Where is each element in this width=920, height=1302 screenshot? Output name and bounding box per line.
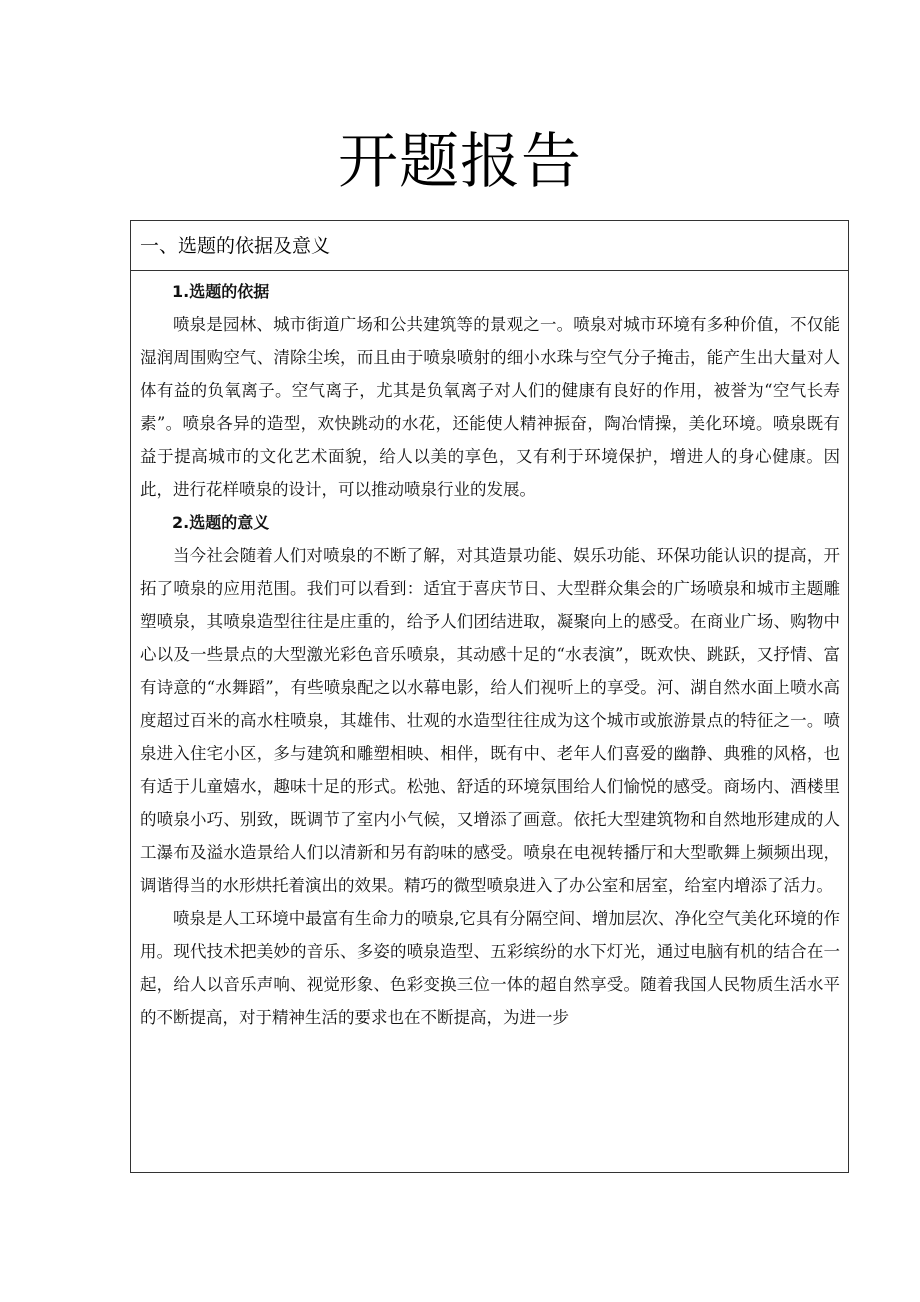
report-table [130,220,849,1173]
paragraph-basis: 喷泉是园林、城市街道广场和公共建筑等的景观之一。喷泉对城市环境有多种价值，不仅能湿润周围购空气、清除尘埃，而且由于喷泉喷射的细小水珠与空气分子掩击，能产生出大量对人体有益的负氧离子。空气离子，尤其是负氧离子对人们的健康有良好的作用，被誉为“空气长寿素”。喷泉各异的造型，欢快跳动的水花，还能使人精神振奋，陶冶情操，美化环境。喷泉既有益于提高城市的文化艺术面貌，给人以美的享色，又有利于环境保护，增进人的身心健康。因此，进行花样喷泉的设计，可以推动喷泉行业的发展。 [140,315,840,499]
subheading-significance: 2.选题的意义 [172,513,270,532]
subheading-basis: 1.选题的依据 [172,282,270,301]
section-content [131,271,848,1034]
paragraph-significance: 当今社会随着人们对喷泉的不断了解，对其造景功能、娱乐功能、环保功能认识的提高，开拓了喷泉的应用范围。我们可以看到：适宜于喜庆节日、大型群众集会的广场喷泉和城市主题雕塑喷泉，其喷泉造型往往是庄重的，给予人们团结进取，凝聚向上的感受。在商业广场、购物中心以及一些景点的大型激光彩色音乐喷泉，其动感十足的“水表演”，既欢快、跳跃，又抒情、富有诗意的“水舞蹈”，有些喷泉配之以水幕电影，给人们视听上的享受。河、湖自然水面上喷水高度超过百米的高水柱喷泉，其雄伟、壮观的水造型往往成为这个城市或旅游景点的特征之一。喷泉进入住宅小区，多与建筑和雕塑相映、相伴，既有中、老年人们喜爱的幽静、典雅的风格，也有适于儿童嬉水，趣味十足的形式。松弛、舒适的环境氛围给人们愉悦的感受。商场内、酒楼里的喷泉小巧、别致，既调节了室内小气候，又增添了画意。依托大型建筑物和自然地形建成的人工瀑布及溢水造景给人们以清新和另有韵味的感受。喷泉在电视转播厅和大型歌舞上频频出现，调谐得当的水形烘托着演出的效果。精巧的微型喷泉进入了办公室和居室，给室内增添了活力。 [140,546,840,895]
report-title: 开题报告 [338,127,582,197]
paragraph-fountain-role: 喷泉是人工环境中最富有生命力的喷泉,它具有分隔空间、增加层次、净化空气美化环境的作用。现代技术把美妙的音乐、多姿的喷泉造型、五彩缤纷的水下灯光，通过电脑有机的结合在一起，给人以音乐声响、视觉形象、色彩变换三位一体的超自然享受。随着我国人民物质生活水平的不断提高，对于精神生活的要求也在不断提高，为进一步 [140,909,840,1027]
section-heading: 一、选题的依据及意义 [131,221,848,271]
